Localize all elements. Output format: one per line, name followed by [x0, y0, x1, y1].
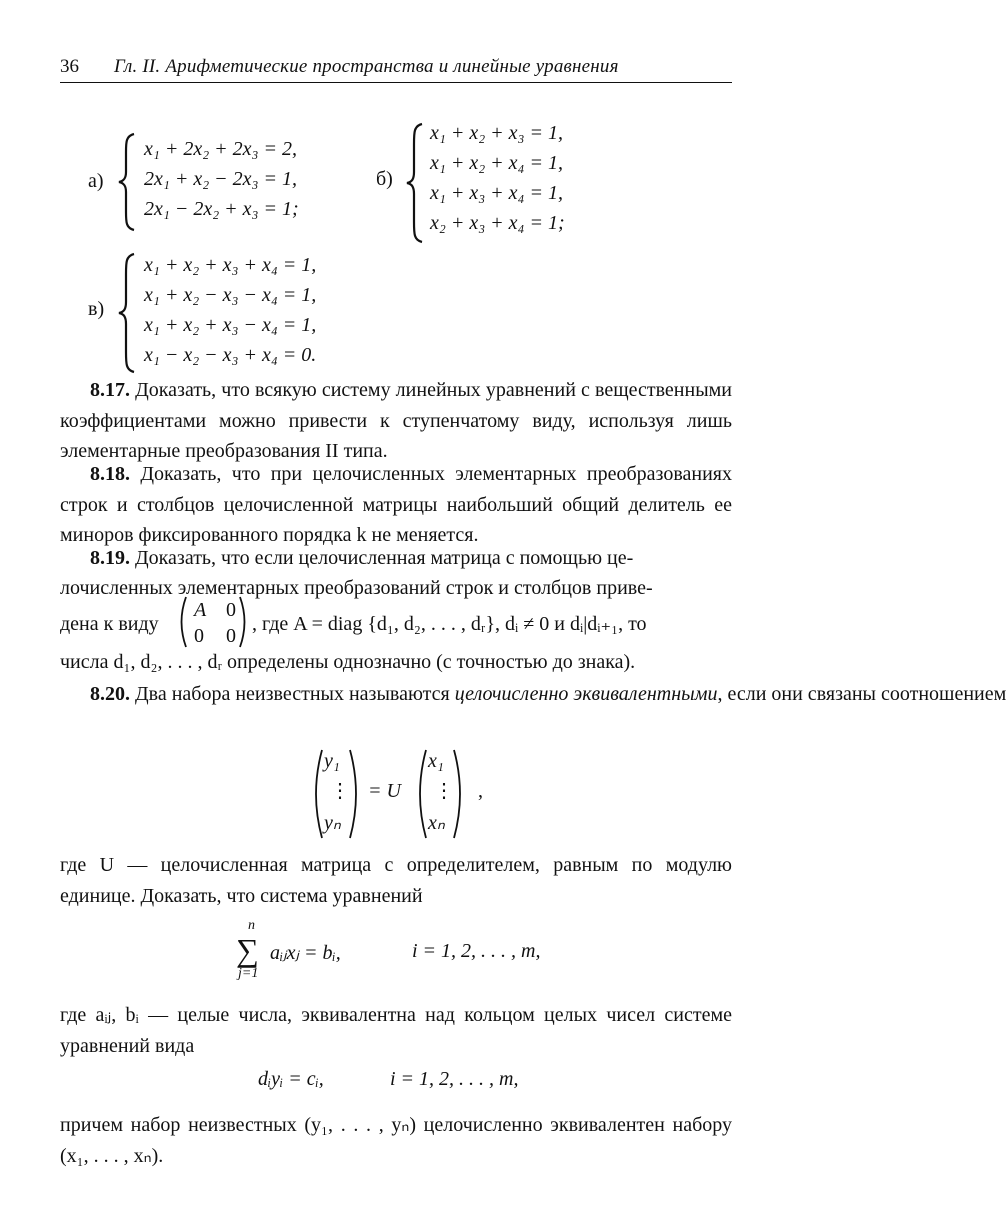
diag-range: i = 1, 2, . . . , m,	[390, 1068, 519, 1090]
vector-entry: yₙ	[324, 812, 341, 834]
problem-number: 8.17.	[90, 379, 130, 401]
problem-line-4: числа d₁, d₂, . . . , dᵣ определены однозначно (с точностью до знака).	[60, 651, 636, 673]
sigma-icon: ∑	[236, 932, 259, 968]
system-b-eq-2: x₁ + x₂ + x₄ = 1,	[430, 152, 563, 174]
problem-line-3-end: , где A = diag {d₁, d₂, . . . , dᵣ}, dᵢ ≠ 0 и dᵢ|dᵢ₊₁, то	[252, 613, 647, 635]
system-a-label: а)	[88, 170, 104, 192]
matrix-cell: 0	[226, 625, 236, 647]
system-v-eq-1: x₁ + x₂ + x₃ + x₄ = 1,	[144, 254, 317, 276]
system-v	[60, 250, 400, 375]
vector-entry: ⋮	[330, 780, 350, 802]
equation-comma: ,	[478, 780, 483, 802]
curly-brace-icon	[116, 252, 138, 374]
system-b	[370, 118, 670, 243]
diag-body: dᵢyᵢ = cᵢ,	[258, 1068, 324, 1090]
system-v-eq-4: x₁ − x₂ − x₃ + x₄ = 0.	[144, 344, 317, 366]
problem-8-19	[60, 543, 732, 683]
matrix-cell: 0	[226, 599, 236, 621]
header-rule	[60, 82, 732, 83]
problem-8-17	[60, 375, 732, 467]
problem-8-18	[60, 459, 732, 551]
vector-entry: xₙ	[428, 812, 445, 834]
diagonal-system	[258, 1068, 558, 1098]
problem-line-1-end: , если они связаны соотношением	[717, 683, 1006, 705]
sum-lower-limit: j=1	[238, 966, 259, 981]
sum-body: aᵢⱼxⱼ = bᵢ,	[270, 942, 341, 964]
sum-upper-limit: n	[248, 918, 255, 933]
system-a	[60, 120, 360, 230]
right-paren-icon	[452, 748, 466, 840]
system-b-eq-3: x₁ + x₃ + x₄ = 1,	[430, 182, 563, 204]
left-paren-icon	[414, 748, 428, 840]
problem-8-20-continued-3: причем набор неизвестных (y₁, . . . , yₙ) целочисленно эквивалентен набору (x₁, . . . , xₙ).	[60, 1114, 732, 1167]
system-a-eq-2: 2x₁ + x₂ − 2x₃ = 1,	[144, 168, 297, 190]
sum-range: i = 1, 2, . . . , m,	[412, 940, 541, 962]
summation-equation	[232, 918, 572, 984]
problem-8-20-continued-2: где aᵢⱼ, bᵢ — целые числа, эквивалентна над кольцом целых чисел системе уравнений вида	[60, 1004, 732, 1057]
matrix-cell: 0	[194, 625, 204, 647]
system-v-eq-2: x₁ + x₂ − x₃ − x₄ = 1,	[144, 284, 317, 306]
system-v-eq-3: x₁ + x₂ + x₃ − x₄ = 1,	[144, 314, 317, 336]
defined-term: целочисленно эквивалентными	[454, 683, 718, 705]
problem-text: Доказать, что всякую систему линейных уравнений с вещественными коэффициентами можно привести к ступенчатому виду, используя лишь элементарные преобразования II типа.	[60, 379, 733, 462]
running-header	[60, 56, 732, 82]
problem-number: 8.20.	[90, 683, 130, 705]
curly-brace-icon	[404, 122, 426, 244]
right-paren-icon	[238, 595, 250, 649]
problem-text: Доказать, что при целочисленных элементарных преобразованиях строк и столбцов целочисленной матрицы наибольший общий делитель ее миноров фиксированного порядка k не меняется.	[60, 463, 732, 546]
problem-number: 8.19.	[90, 547, 130, 569]
matrix-cell: A	[194, 599, 207, 621]
vector-entry: y₁	[324, 750, 340, 772]
right-paren-icon	[348, 748, 362, 840]
vector-entry: x₁	[428, 750, 444, 772]
system-b-eq-1: x₁ + x₂ + x₃ = 1,	[430, 122, 563, 144]
block-matrix	[176, 595, 252, 649]
problem-number: 8.18.	[90, 463, 130, 485]
system-a-eq-1: x₁ + 2x₂ + 2x₃ = 2,	[144, 138, 297, 160]
left-paren-icon	[310, 748, 324, 840]
problem-line-3-start: дена к виду	[60, 613, 159, 635]
equals-u: = U	[368, 780, 401, 802]
problem-line-1: Доказать, что если целочисленная матрица с помощью це-	[135, 547, 634, 569]
curly-brace-icon	[116, 132, 138, 232]
system-b-eq-4: x₂ + x₃ + x₄ = 1;	[430, 212, 565, 234]
vector-equation	[310, 748, 500, 840]
chapter-title: Гл. II. Арифметические пространства и линейные уравнения	[114, 56, 619, 77]
system-b-label: б)	[376, 168, 393, 190]
problem-8-20	[60, 679, 1006, 739]
page-number: 36	[60, 56, 79, 77]
system-a-eq-3: 2x₁ − 2x₂ + x₃ = 1;	[144, 198, 299, 220]
problem-line-2: лочисленных элементарных преобразований строк и столбцов приве-	[60, 577, 653, 599]
system-v-label: в)	[88, 298, 105, 320]
left-paren-icon	[176, 595, 188, 649]
vector-entry: ⋮	[434, 780, 454, 802]
problem-8-20-continued-1: где U — целочисленная матрица с определителем, равным по модулю единице. Доказать, что система уравнений	[60, 854, 732, 907]
problem-line-1-start: Два набора неизвестных называются	[135, 683, 455, 705]
